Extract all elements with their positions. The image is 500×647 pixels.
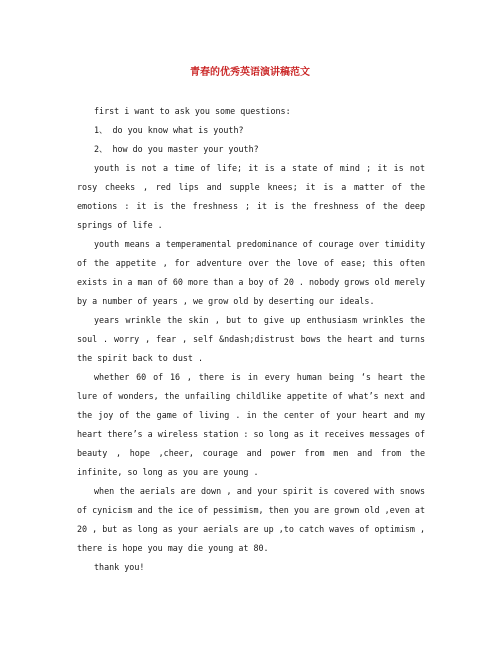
paragraph: first i want to ask you some questions: <box>94 106 291 116</box>
paragraph: whether 60 of 16 , there is in every human being ‘s heart the lure of wonders, the unfailing childlike appetite of what’s next and the joy of the game of living . in the center of your heart and my heart there’s a wireless station : so long as it receives messages of beauty , hope ,cheer, courage and power from men and from the infinite, so long as you are young . <box>77 372 425 477</box>
paragraph: 2、 how do you master your youth? <box>94 144 259 154</box>
paragraph: thank you! <box>94 562 145 572</box>
paragraph: years wrinkle the skin , but to give up enthusiasm wrinkles the soul . worry , fear , self &ndash;distrust bows the heart and turns the spirit back to dust . <box>77 315 425 363</box>
document-title: 青春的优秀英语演讲稿范文 <box>190 67 310 78</box>
paragraph: youth is not a time of life; it is a state of mind ; it is not rosy cheeks , red lips and supple knees; it is a matter of the emotions : it is the freshness ; it is the freshness of the deep springs of life . <box>77 163 425 230</box>
paragraph: 1、 do you know what is youth? <box>94 125 244 135</box>
document-body <box>77 102 425 577</box>
paragraph: youth means a temperamental predominance of courage over timidity of the appetite , for adventure over the love of ease; this often exists in a man of 60 more than a boy of 20 . nobody grows old merely by a number of years , we grow old by deserting our ideals. <box>77 239 425 306</box>
paragraph: when the aerials are down , and your spirit is covered with snows of cynicism and the ice of pessimism, then you are grown old ,even at 20 , but as long as your aerials are up ,to catch waves of optimism , there is hope you may die young at 80. <box>77 486 425 553</box>
